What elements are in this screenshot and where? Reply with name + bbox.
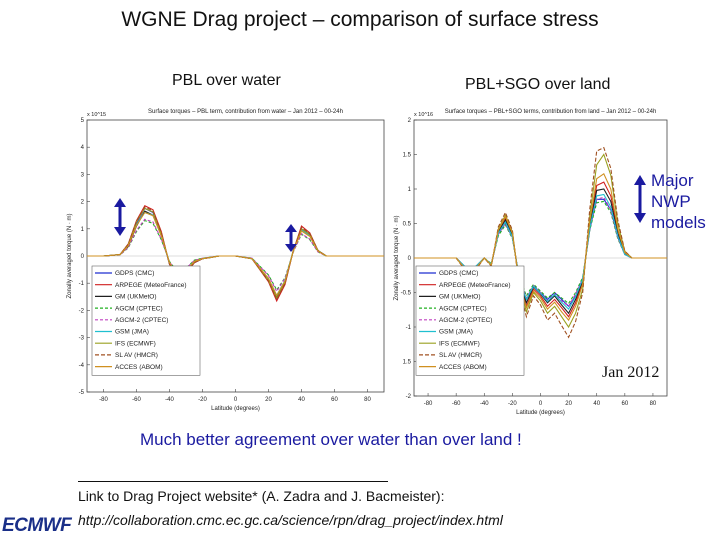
caption: Much better agreement over water than over land ! [140,430,522,449]
spread-arrow-icon [110,198,130,236]
annotation-line: NWP [651,192,691,211]
y-tick-label: -2 [405,394,411,400]
legend-entry: AGCM-2 (CPTEC) [439,317,493,324]
chart-water [58,95,410,423]
y-tick-label: 0 [407,256,411,262]
x-tick-label: 40 [298,397,305,403]
y-tick-label: -4 [78,362,84,369]
y-tick-label: 1.5 [402,359,411,366]
x-tick-label: -40 [479,401,489,407]
exponent-label: x 10^15 [87,112,107,118]
chart-title: Surface torques – PBL term, contribution from water – Jan 2012 – 00-24h [148,109,343,115]
subheading-water: PBL over water [172,72,281,89]
y-tick-label: 2 [80,199,84,206]
x-tick-label: -40 [165,397,174,403]
legend-entry: AGCM (CPTEC) [439,305,487,313]
x-tick-label: -20 [198,397,207,403]
x-tick-label: 80 [649,401,657,407]
y-tick-label: 1 [80,226,84,233]
x-tick-label: -80 [423,401,433,407]
y-tick-label: -1 [405,325,411,331]
ecmwf-logo: ECMWF [2,515,72,536]
footnote-divider [78,481,388,482]
exponent-label: x 10^16 [414,112,434,118]
legend-entry: AGCM (CPTEC) [115,305,163,313]
y-tick-label: 1 [407,187,411,193]
y-tick-label: -2 [78,308,84,315]
legend-entry: SL AV (HMCR) [115,352,158,360]
x-axis-label: Latitude (degrees) [516,410,565,416]
y-axis-label: Zonally averaged torque (N · m) [394,215,400,301]
legend-entry: GSM (JMA) [439,328,473,336]
x-tick-label: 20 [565,401,572,407]
legend-entry: GDPS (CMC) [115,270,155,278]
x-tick-label: 40 [593,401,601,407]
legend-entry: ACCES (ABOM) [115,363,163,371]
x-tick-label: 60 [621,401,629,407]
project-url-link[interactable]: http://collaboration.cmc.ec.gc.ca/science/rpn/drag_project/index.html [78,512,503,528]
x-tick-label: 60 [331,397,338,403]
legend-entry: ARPEGE (MeteoFrance) [115,281,187,289]
y-tick-label: 3 [80,172,84,179]
spread-arrow-icon [630,175,650,223]
x-tick-label: 0 [538,401,543,407]
annotation-line: models [651,213,706,232]
legend-entry: SL AV (HMCR) [439,352,482,360]
x-tick-label: -60 [132,397,141,403]
annotation-line: Major [651,171,694,190]
y-tick-label: 1.5 [402,152,411,159]
y-tick-label: 0.5 [402,221,411,228]
legend-entry: IFS (ECMWF) [115,340,156,348]
y-tick-label: -1 [78,281,84,288]
x-tick-label: -80 [99,397,108,403]
x-axis-label: Latitude (degrees) [211,406,260,412]
annotation-date: Jan 2012 [602,364,660,381]
y-tick-label: 4 [80,145,84,152]
y-tick-label: 5 [80,118,84,124]
spread-arrow-icon [281,224,301,252]
y-tick-label: 0 [80,254,84,260]
y-tick-label: -3 [78,335,84,342]
slide-title: WGNE Drag project – comparison of surface stress [121,8,599,31]
x-tick-label: -20 [508,401,517,407]
y-axis-label: Zonally averaged torque (N · m) [67,213,73,299]
chart-title: Surface torques – PBL+SGO terms, contribution from land – Jan 2012 – 00-24h [444,109,657,115]
legend-entry: ACCES (ABOM) [439,363,487,371]
x-tick-label: -60 [451,401,461,407]
legend-entry: AGCM-2 (CPTEC) [115,317,169,324]
legend-entry: ARPEGE (MeteoFrance) [439,281,511,289]
y-tick-label: 2 [407,118,411,124]
y-tick-label: -5 [78,390,84,396]
footnote-text: Link to Drag Project website* (A. Zadra and J. Bacmeister): [78,488,445,504]
subheading-land: PBL+SGO over land [465,76,611,93]
legend-entry: GM (UKMetO) [115,293,157,301]
legend-entry: IFS (ECMWF) [439,340,480,348]
annotation-major-nwp-models [651,170,706,233]
x-tick-label: 80 [364,397,371,403]
legend-entry: GSM (JMA) [115,328,149,336]
x-tick-label: 0 [233,397,238,403]
legend-entry: GM (UKMetO) [439,293,481,301]
y-tick-label: -0.5 [400,290,411,297]
x-tick-label: 20 [265,397,272,403]
legend-entry: GDPS (CMC) [439,270,479,278]
